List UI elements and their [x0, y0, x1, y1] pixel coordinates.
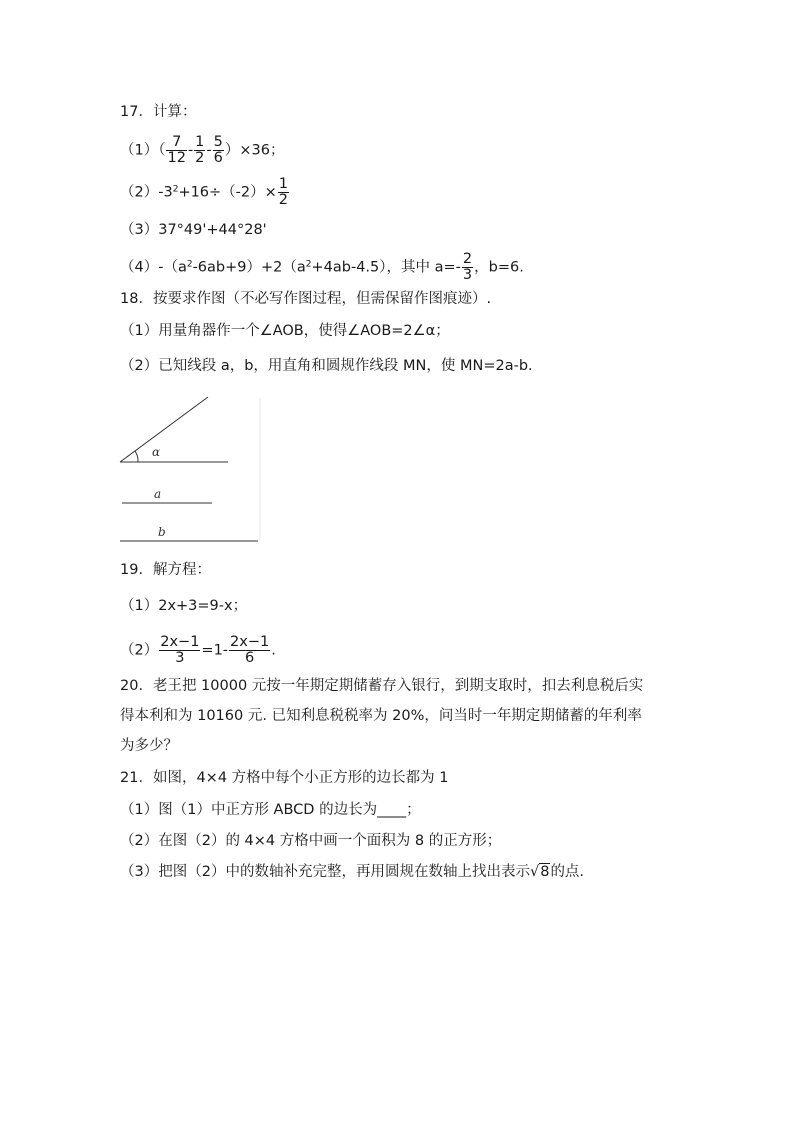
fraction	[159, 635, 200, 666]
numerator: 2x−1	[160, 634, 200, 650]
operator: -	[187, 142, 194, 159]
numerator: 1	[195, 134, 205, 150]
q17-p2-label: （2）	[120, 184, 159, 201]
segment-a-label: a	[154, 487, 162, 501]
denominator: 6	[213, 150, 223, 166]
q20-line2: 得本利和为 10160 元. 已知利息税税率为 20%，问当时一年期定期储蓄的年利率	[120, 708, 642, 724]
q18-title: 18．按要求作图（不必写作图过程，但需保留作图痕迹）.	[120, 291, 492, 307]
q17-p2-mid: +16÷（-2）×	[178, 184, 277, 201]
q17-part1	[120, 135, 284, 166]
q21-part3	[120, 862, 584, 882]
denominator: 3	[462, 267, 473, 283]
numerator: 1	[278, 176, 289, 192]
q19-part2	[120, 635, 276, 666]
radicand: 8	[540, 864, 550, 880]
denominator: 3	[175, 650, 185, 666]
q21-title: 21．如图，4×4 方格中每个小正方形的边长都为 1	[120, 770, 449, 786]
q17-part3: （3）37°49'+44°28'	[120, 222, 267, 238]
denominator: 12	[167, 150, 186, 166]
q17-title: 17．计算：	[120, 104, 197, 120]
fraction	[166, 135, 186, 166]
q17-part2	[120, 177, 290, 208]
denominator: 6	[245, 650, 255, 666]
fraction	[194, 135, 205, 166]
segment-b-label: b	[158, 525, 166, 539]
exponent: 2	[172, 184, 179, 195]
alpha-label: α	[152, 445, 161, 459]
square-root: √8	[529, 864, 550, 880]
q19-p2-label: （2）	[120, 642, 159, 659]
q17-p4-b: -6ab+9）+2（a	[192, 259, 306, 276]
angle-ray	[120, 397, 208, 462]
q18-part1: （1）用量角器作一个∠AOB，使得∠AOB=2∠α；	[120, 323, 450, 339]
q21-part1: （1）图（1）中正方形 ABCD 的边长为____；	[120, 802, 421, 818]
q17-part4	[120, 252, 524, 283]
q17-p1-tail: ）×36；	[224, 142, 285, 159]
numerator: 2x−1	[230, 634, 270, 650]
fraction	[462, 252, 473, 283]
q19-p2-tail: .	[271, 642, 276, 659]
q17-p4-d: ，b=6.	[474, 259, 524, 276]
q19-part1: （1）2x+3=9-x；	[120, 598, 248, 614]
q20-line3: 为多少？	[120, 738, 178, 754]
angle-arc	[135, 451, 138, 462]
q17-p1-label: （1）（	[120, 142, 166, 159]
fraction	[278, 177, 289, 208]
exponent: 2	[305, 259, 312, 270]
numerator: 7	[166, 135, 186, 151]
q21-part2: （2）在图（2）的 4×4 方格中画一个面积为 8 的正方形；	[120, 833, 502, 849]
q17-p2-pre: -3	[158, 184, 173, 201]
numerator: 2	[462, 251, 473, 267]
q17-p4-c: +4ab-4.5），其中 a=-	[311, 259, 461, 276]
q19-p2-mid: =1-	[201, 642, 229, 659]
angle-and-segments-figure	[110, 390, 270, 550]
fraction	[213, 135, 224, 166]
q17-p4-a: （4）-（a	[120, 259, 187, 276]
q21-p3-post: 的点.	[550, 864, 585, 880]
denominator: 2	[278, 192, 289, 208]
fraction	[229, 635, 270, 666]
exponent: 2	[186, 259, 193, 270]
numerator: 5	[213, 134, 223, 150]
q21-p3-pre: （3）把图（2）中的数轴补充完整，再用圆规在数轴上找出表示	[120, 864, 530, 880]
denominator: 2	[195, 150, 205, 166]
q19-title: 19．解方程：	[120, 562, 211, 578]
operator: -	[206, 142, 212, 159]
q20-line1: 20．老王把 10000 元按一年期定期储蓄存入银行，到期支取时，扣去利息税后实	[120, 678, 644, 694]
q18-part2: （2）已知线段 a，b，用直角和圆规作线段 MN，使 MN=2a-b.	[120, 358, 533, 374]
